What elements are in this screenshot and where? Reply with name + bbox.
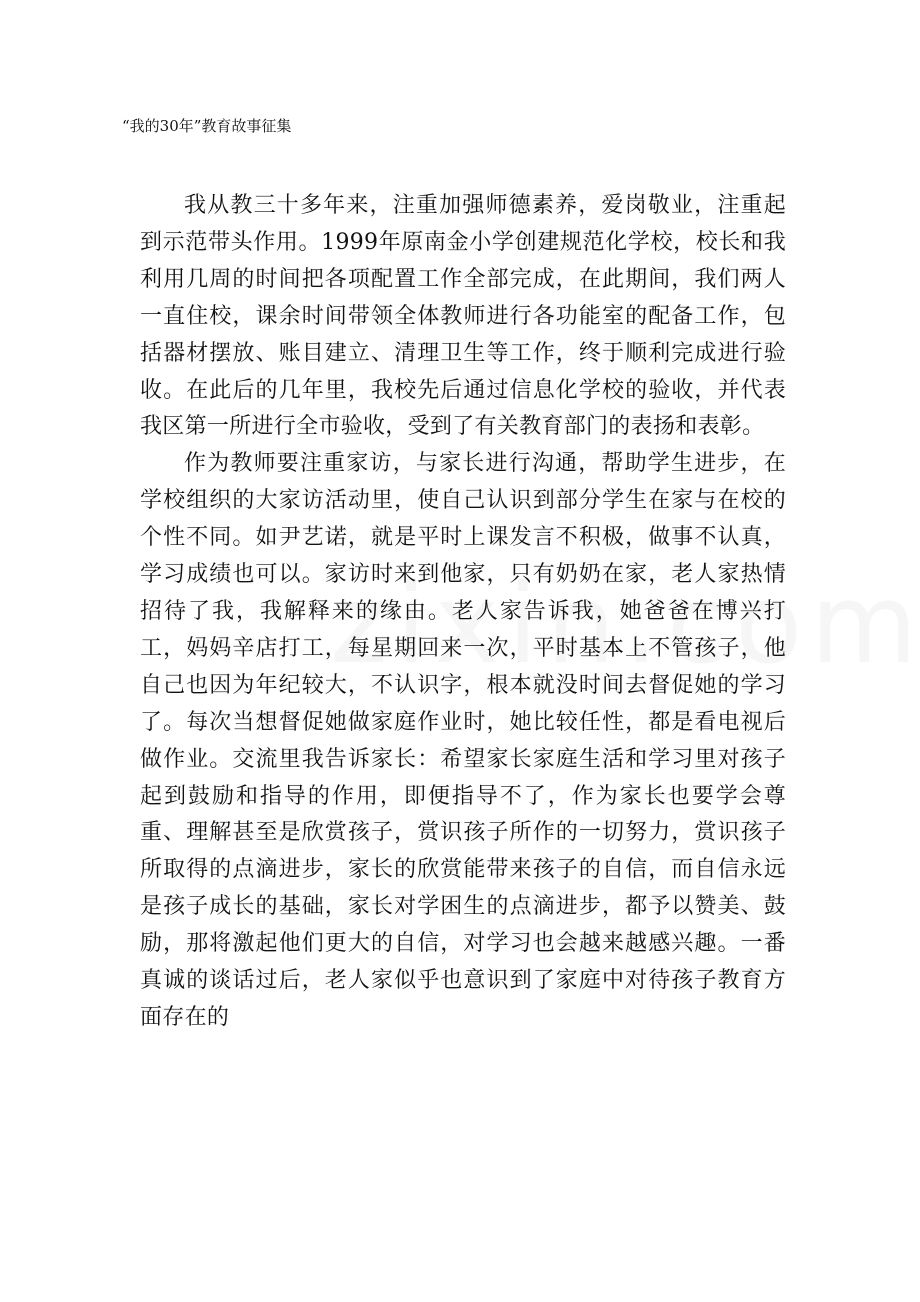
paragraph-2: 作为教师要注重家访，与家长进行沟通，帮助学生进步，在学校组织的大家访活动里，使自己认识到部分学生在家与在校的个性不同。如尹艺诺，就是平时上课发言不积极，做事不认真，学习成绩也可以。家访时来到他家，只有奶奶在家，老人家热情招待了我，我解释来的缘由。老人家告诉我，她爸爸在博兴打工，妈妈辛店打工，每星期回来一次，平时基本上不管孩子，他自己也因为年纪较大，不认识字，根本就没时间去督促她的学习了。每次当想督促她做家庭作业时，她比较任性，都是看电视后做作业。交流里我告诉家长：希望家长家庭生活和学习里对孩子起到鼓励和指导的作用，即便指导不了，作为家长也要学会尊重、理解甚至是欣赏孩子，赏识孩子所作的一切努力，赏识孩子所取得的点滴进步，家长的欣赏能带来孩子的自信，而自信永远是孩子成长的基础，家长对学困生的点滴进步，都予以赞美、鼓励，那将激起他们更大的自信，对学习也会越来越感兴趣。一番真诚的谈话过后，老人家似乎也意识到了家庭中对待孩子教育方面存在的 — [140, 451, 786, 1030]
document-header-title: “我的30年”教育故事征集 — [122, 117, 292, 135]
paragraph-1: 我从教三十多年来，注重加强师德素养，爱岗敬业，注重起到示范带头作用。1999年原南金小学创建规范化学校，校长和我利用几周的时间把各项配置工作全部完成，在此期间，我们两人一直住校，课余时间带领全体教师进行各功能室的配备工作，包括器材摆放、账目建立、清理卫生等工作，终于顺利完成进行验收。在此后的几年里，我校先后通过信息化学校的验收，并代表我区第一所进行全市验收，受到了有关教育部门的表扬和表彰。 — [140, 193, 786, 440]
document-body — [140, 188, 786, 1037]
